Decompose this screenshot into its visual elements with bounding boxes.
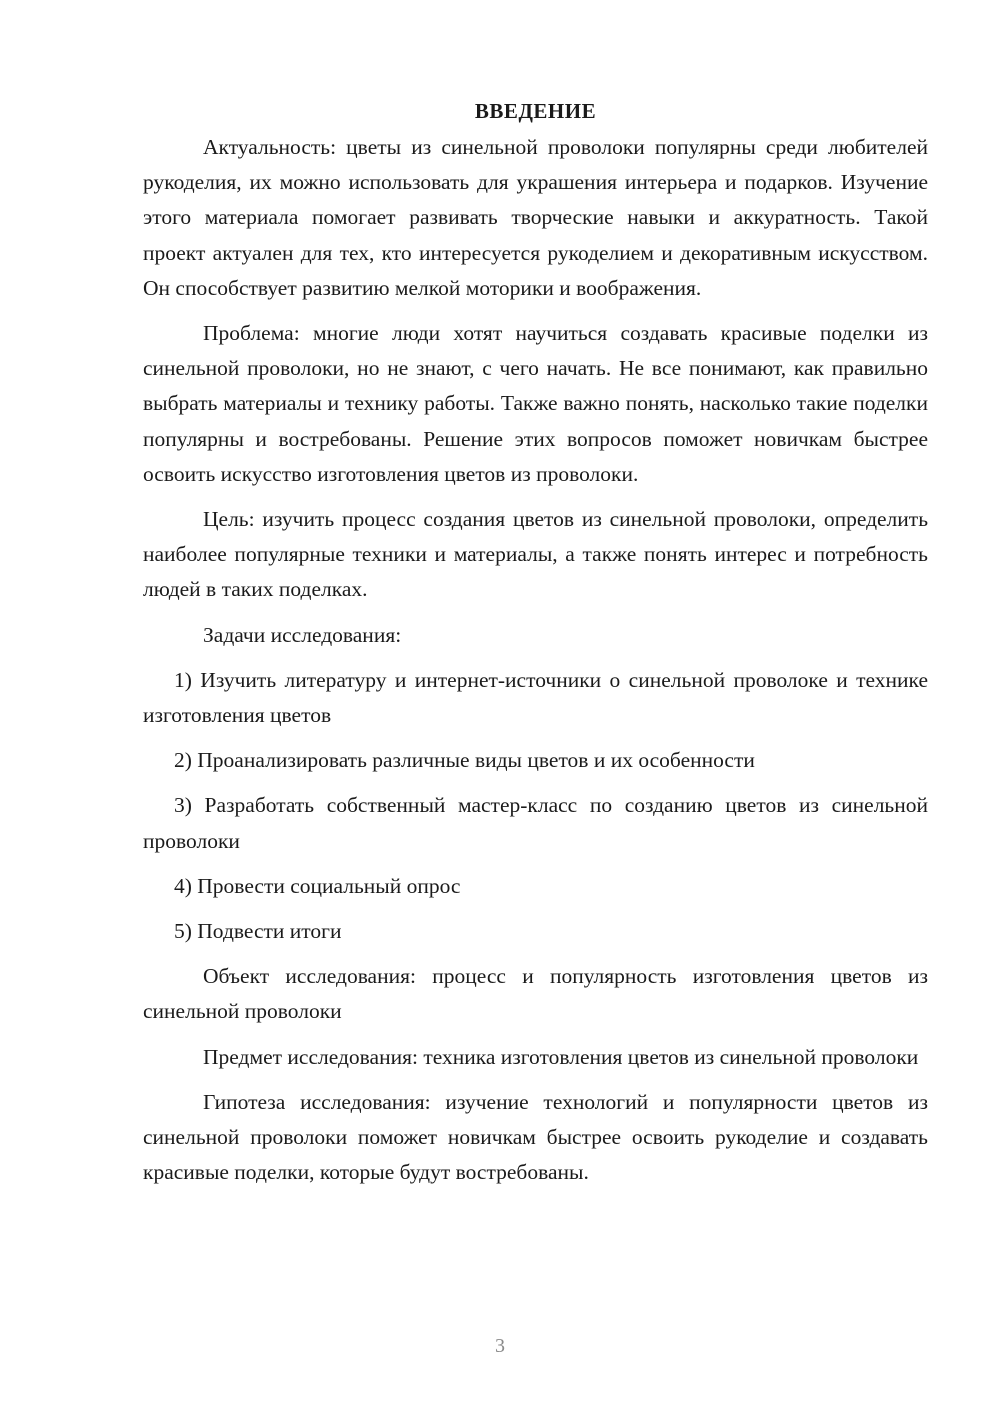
task-item-1: 1) Изучить литературу и интернет-источники о синельной проволоке и технике изготовления цветов <box>143 667 928 728</box>
paragraph-relevance: Актуальность: цветы из синельной проволоки популярны среди любителей рукоделия, их можно использовать для украшения интерьера и подарков. Изучение этого материала помогает развивать творческие навыки и аккуратность. Такой проект актуален для тех, кто интересуется рукоделием и декоративным искусством. Он способствует развитию мелкой моторики и воображения. <box>143 135 928 300</box>
paragraph-subject: Предмет исследования: техника изготовления цветов из синельной проволоки <box>203 1044 919 1069</box>
tasks-heading: Задачи исследования: <box>203 622 402 647</box>
paragraph-problem: Проблема: многие люди хотят научиться создавать красивые поделки из синельной проволоки, но не знают, с чего начать. Не все понимают, как правильно выбрать материалы и технику работы. Также важно понять, насколько такие поделки популярны и востребованы. Решение этих вопросов поможет новичкам быстрее освоить искусство изготовления цветов из проволоки. <box>143 321 928 486</box>
page-title: ВВЕДЕНИЕ <box>474 99 597 123</box>
task-item-5: 5) Подвести итоги <box>174 919 342 944</box>
task-item-3: 3) Разработать собственный мастер-класс по созданию цветов из синельной проволоки <box>143 793 928 853</box>
task-item-2: 2) Проанализировать различные виды цветов и их особенности <box>174 748 755 773</box>
page-number: 3 <box>495 1335 505 1357</box>
paragraph-hypothesis: Гипотеза исследования: изучение технологий и популярности цветов из синельной проволоки поможет новичкам быстрее освоить рукоделие и создавать красивые поделки, которые будут востребованы. <box>143 1089 928 1185</box>
page-body <box>143 96 928 1200</box>
paragraph-goal: Цель: изучить процесс создания цветов из синельной проволоки, определить наиболее популярные техники и материалы, а также понять интерес и потребность людей в таких поделках. <box>143 507 928 602</box>
paragraph-object: Объект исследования: процесс и популярность изготовления цветов из синельной проволоки <box>143 964 928 1024</box>
task-item-4: 4) Провести социальный опрос <box>174 873 461 898</box>
